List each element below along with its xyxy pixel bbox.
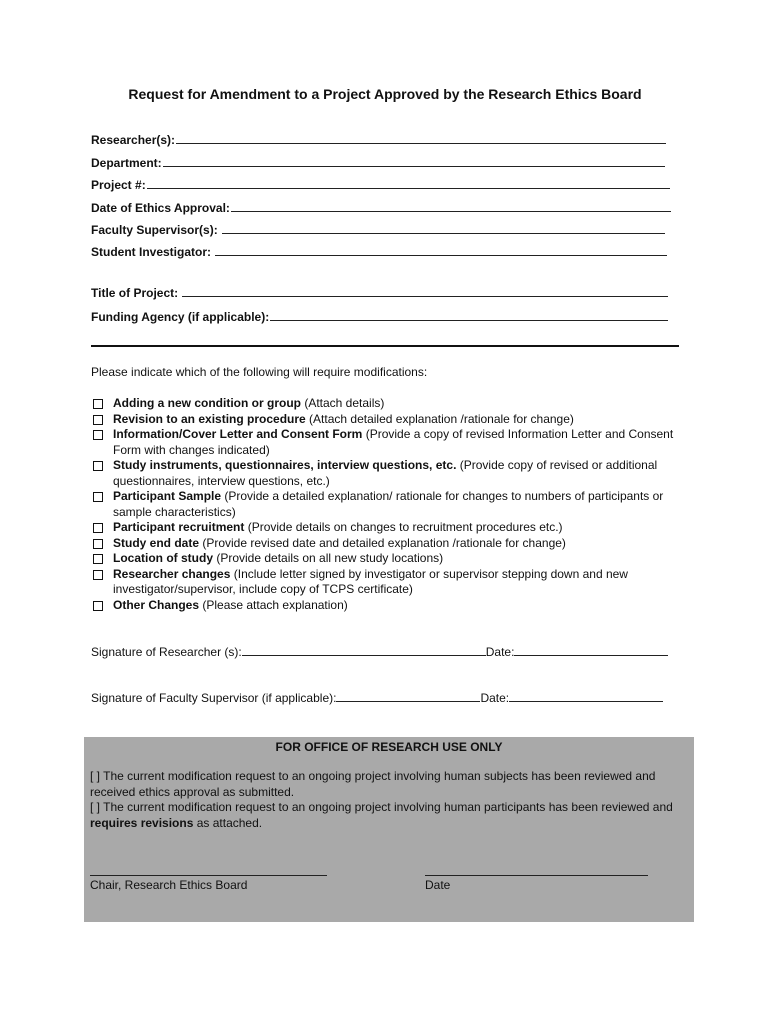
option-text: [ ] The current modification request to an ongoing project involving human participants has been reviewed and — [90, 800, 673, 814]
signature-line[interactable] — [242, 645, 486, 656]
date-label: Date: — [485, 645, 515, 659]
checklist-item[interactable] — [91, 396, 681, 412]
item-title: Researcher changes — [113, 566, 231, 581]
modifications-prompt: Please indicate which of the following will require modifications: — [91, 365, 428, 379]
item-title: Revision to an existing procedure — [113, 411, 306, 426]
office-date-line[interactable] — [425, 874, 648, 876]
office-use-box — [84, 737, 694, 922]
checkbox[interactable] — [93, 601, 103, 611]
field-line — [231, 201, 671, 212]
modification-checklist — [91, 396, 681, 613]
item-detail: (Provide a copy of revised Information Letter and Consent Form with changes indicated) — [113, 427, 674, 457]
checkbox[interactable] — [93, 399, 103, 409]
field-line — [270, 310, 668, 321]
checklist-item[interactable] — [91, 551, 681, 567]
date-line[interactable] — [509, 691, 663, 702]
field-line — [182, 286, 668, 297]
checkbox[interactable] — [93, 492, 103, 502]
field-line — [222, 223, 665, 234]
funding-agency-field[interactable] — [91, 310, 668, 324]
checkbox[interactable] — [93, 461, 103, 471]
department-field[interactable] — [91, 156, 665, 170]
item-title: Other Changes — [113, 597, 200, 612]
item-detail: (Provide details on all new study locations) — [213, 551, 444, 565]
checklist-item[interactable] — [91, 598, 681, 614]
item-detail: (Attach details) — [300, 396, 385, 410]
project-number-field[interactable] — [91, 178, 670, 192]
field-label: Researcher(s): — [91, 133, 176, 147]
checkbox[interactable] — [93, 554, 103, 564]
office-heading: FOR OFFICE OF RESEARCH USE ONLY — [275, 740, 503, 754]
item-title: Adding a new condition or group — [113, 396, 301, 410]
checkbox[interactable] — [93, 415, 103, 425]
researchers-field[interactable] — [91, 133, 666, 147]
item-detail: (Provide a detailed explanation/ rationale for changes to numbers of participants or sample characteristics) — [113, 489, 664, 519]
item-detail: (Provide revised date and detailed explanation /rationale for change) — [199, 535, 566, 550]
item-detail: (Include letter signed by investigator or supervisor stepping down and new investigator/supervisor, include copy of TCPS certificate) — [113, 566, 628, 596]
field-label: Title of Project: — [91, 286, 182, 300]
item-title: Location of study — [113, 551, 213, 565]
field-line — [176, 133, 666, 144]
checklist-item[interactable] — [91, 567, 681, 598]
item-title: Information/Cover Letter and Consent Form — [113, 427, 363, 441]
item-title: Study instruments, questionnaires, interview questions, etc. — [113, 458, 457, 472]
field-line — [147, 178, 670, 189]
checklist-item[interactable] — [91, 536, 681, 552]
signature-label: Signature of Faculty Supervisor (if applicable): — [91, 691, 337, 705]
chair-signature-line[interactable] — [90, 874, 327, 876]
ethics-approval-date-field[interactable] — [91, 201, 671, 215]
item-title: Study end date — [113, 535, 200, 550]
checklist-item[interactable] — [91, 427, 681, 458]
checklist-item[interactable] — [91, 489, 681, 520]
checklist-item[interactable] — [91, 520, 681, 536]
signature-label: Signature of Researcher (s): — [91, 645, 242, 659]
checkbox[interactable] — [93, 570, 103, 580]
item-detail: (Attach detailed explanation /rationale for change) — [305, 411, 574, 426]
field-label: Department: — [91, 156, 162, 170]
date-label: Date: — [480, 691, 510, 705]
checkbox[interactable] — [93, 539, 103, 549]
chair-label: Chair, Research Ethics Board — [90, 878, 248, 892]
student-investigator-field[interactable] — [91, 245, 667, 259]
option-emphasis: requires revisions — [90, 815, 194, 830]
section-divider — [91, 345, 679, 347]
field-line — [215, 245, 667, 256]
date-line[interactable] — [514, 645, 668, 656]
item-detail: (Provide details on changes to recruitment procedures etc.) — [244, 520, 563, 534]
item-title: Participant Sample — [113, 489, 222, 503]
supervisor-signature-row[interactable] — [91, 691, 663, 705]
office-option-revisions[interactable] — [90, 800, 690, 831]
checklist-item[interactable] — [91, 458, 681, 489]
field-label: Student Investigator: — [91, 245, 215, 259]
form-title: Request for Amendment to a Project Approved by the Research Ethics Board — [128, 86, 642, 102]
field-label: Faculty Supervisor(s): — [91, 223, 222, 237]
project-title-field[interactable] — [91, 286, 668, 300]
checklist-item[interactable] — [91, 412, 681, 428]
office-option-approved[interactable]: [ ] The current modification request to an ongoing project involving human subjects has been reviewed and received ethics approval as submitted. — [90, 769, 656, 799]
item-title: Participant recruitment — [113, 520, 245, 534]
faculty-supervisors-field[interactable] — [91, 223, 665, 237]
field-label: Project #: — [91, 178, 146, 192]
field-label: Date of Ethics Approval: — [91, 201, 230, 215]
checkbox[interactable] — [93, 430, 103, 440]
item-detail: (Provide copy of revised or additional questionnaires, interview questions, etc.) — [113, 458, 658, 488]
item-detail: (Please attach explanation) — [199, 597, 348, 612]
signature-line[interactable] — [336, 691, 480, 702]
field-line — [163, 156, 665, 167]
field-label: Funding Agency (if applicable): — [91, 310, 270, 324]
option-text-end: as attached. — [193, 815, 263, 830]
office-date-label: Date — [425, 878, 451, 892]
checkbox[interactable] — [93, 523, 103, 533]
researcher-signature-row[interactable] — [91, 645, 668, 659]
